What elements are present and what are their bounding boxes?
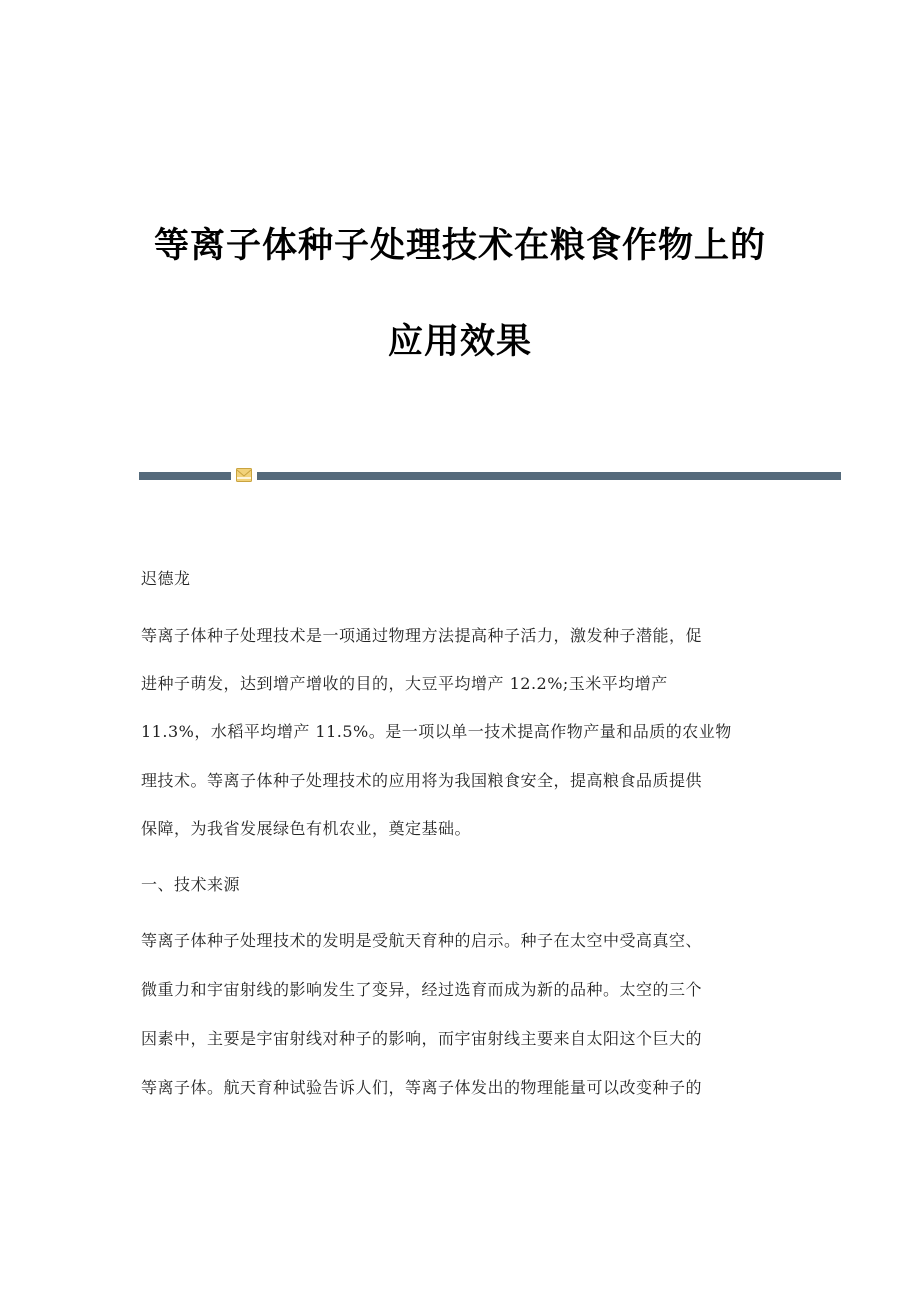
author-name: 迟德龙 <box>141 569 191 588</box>
envelope-icon <box>236 468 252 482</box>
abstract-line: 进种子萌发，达到增产增收的目的，大豆平均增产 12.2%;玉米平均增产 <box>141 674 668 693</box>
abstract-line: 保障，为我省发展绿色有机农业，奠定基础。 <box>141 819 472 838</box>
title-divider <box>139 467 841 483</box>
section-paragraph-line: 等离子体种子处理技术的发明是受航天育种的启示。种子在太空中受高真空、 <box>141 931 703 950</box>
divider-bar-left <box>139 472 231 480</box>
section-heading: 一、技术来源 <box>141 875 241 894</box>
abstract-line: 理技术。等离子体种子处理技术的应用将为我国粮食安全，提高粮食品质提供 <box>141 771 703 790</box>
abstract-line: 等离子体种子处理技术是一项通过物理方法提高种子活力，激发种子潜能，促 <box>141 626 703 645</box>
document-title-line-2: 应用效果 <box>387 322 532 362</box>
divider-bar-right <box>257 472 841 480</box>
document-title-line-1: 等离子体种子处理技术在粮食作物上的 <box>153 226 766 266</box>
abstract-line: 11.3%，水稻平均增产 11.5%。是一项以单一技术提高作物产量和品质的农业物 <box>141 722 732 741</box>
section-paragraph-line: 微重力和宇宙射线的影响发生了变异，经过选育而成为新的品种。太空的三个 <box>141 980 703 999</box>
section-paragraph-line: 因素中，主要是宇宙射线对种子的影响，而宇宙射线主要来自太阳这个巨大的 <box>141 1029 703 1048</box>
section-paragraph-line: 等离子体。航天育种试验告诉人们，等离子体发出的物理能量可以改变种子的 <box>141 1078 703 1097</box>
